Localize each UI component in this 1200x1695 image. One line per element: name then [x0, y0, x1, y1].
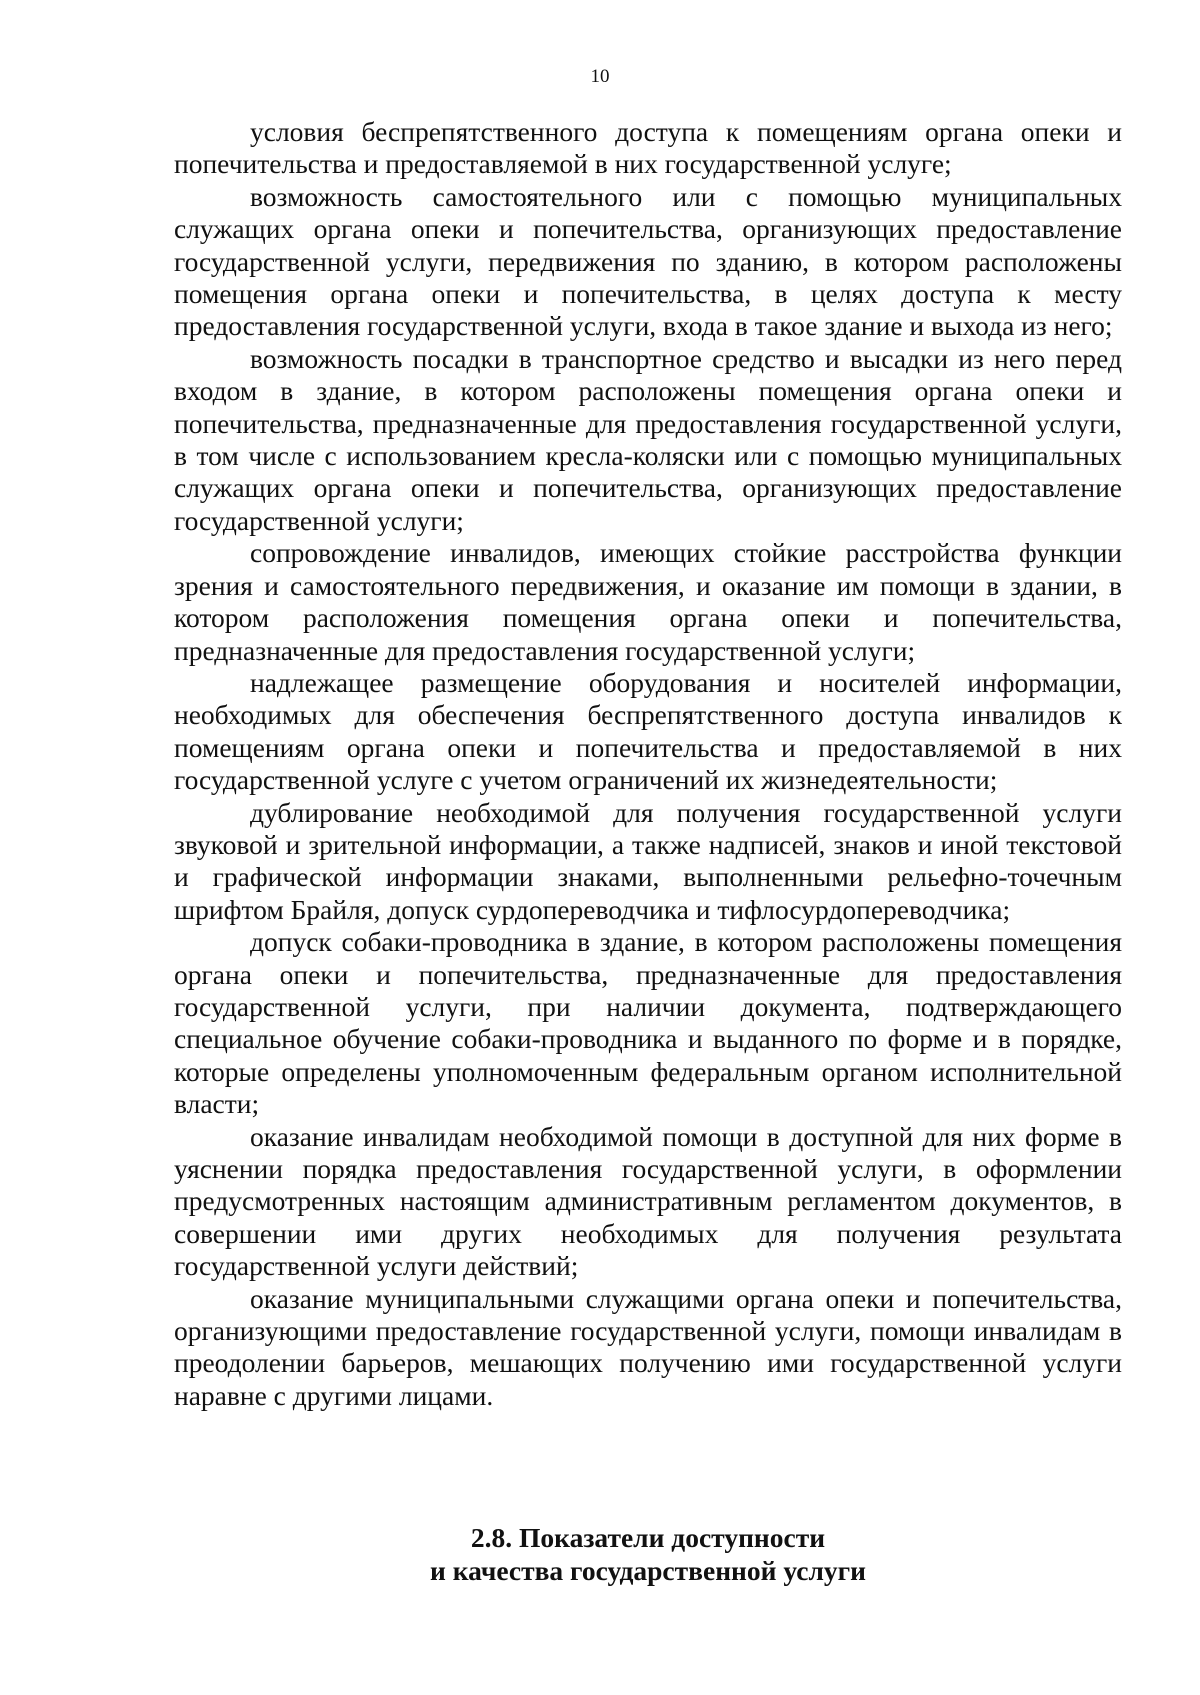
document-body: [174, 116, 1122, 1412]
paragraph-barrier-assistance: оказание муниципальными служащими органа опеки и попечительства, организующими предоставление государственной услуги, помощи инвалидам в преодолении барьеров, мешающих получению ими государственной услуги наравне с другими лицами.: [174, 1282, 1122, 1411]
paragraph-access-conditions: условия беспрепятственного доступа к помещениям органа опеки и попечительства и предоставляемой в них государственной услуге;: [174, 116, 1122, 180]
paragraph-guide-dog-admission: допуск собаки-проводника в здание, в котором расположены помещения органа опеки и попечительства, предназначенные для предоставления государственной услуги, при наличии документа, подтверждающего специальное обучение собаки-проводника и выданного по форме и в порядке, которые определены уполномоченным федеральным органом исполнительной власти;: [174, 926, 1122, 1120]
paragraph-vehicle-boarding: возможность посадки в транспортное средство и высадки из него перед входом в здание, в котором расположены помещения органа опеки и попечительства, предназначенные для предоставления государственной услуги, в том числе с использованием кресла-коляски или с помощью муниципальных служащих органа опеки и попечительства, организующих предоставление государственной услуги;: [174, 342, 1122, 536]
section-heading-line-2: и качества государственной услуги: [430, 1555, 866, 1586]
section-heading-line-1: 2.8. Показатели доступности: [470, 1522, 826, 1553]
paragraph-escort-of-disabled: сопровождение инвалидов, имеющих стойкие расстройства функции зрения и самостоятельного передвижения, и оказание им помощи в здании, в котором расположения помещения органа опеки и попечительства, предназначенные для предоставления государственной услуги;: [174, 537, 1122, 666]
page-number: 10: [590, 66, 610, 87]
paragraph-braille-duplication: дублирование необходимой для получения государственной услуги звуковой и зрительной информации, а также надписей, знаков и иной текстовой и графической информации знаками, выполненными рельефно-точечным шрифтом Брайля, допуск сурдопереводчика и тифлосурдопереводчика;: [174, 796, 1122, 925]
section-heading: [174, 1521, 1122, 1587]
paragraph-equipment-placement: надлежащее размещение оборудования и носителей информации, необходимых для обеспечения беспрепятственного доступа инвалидов к помещениям органа опеки и попечительства и предоставляемой в них государственной услуге с учетом ограничений их жизнедеятельности;: [174, 666, 1122, 796]
paragraph-movement-in-building: возможность самостоятельного или с помощью муниципальных служащих органа опеки и попечительства, организующих предоставление государственной услуги, передвижения по зданию, в котором расположены помещения органа опеки и попечительства, в целях доступа к месту предоставления государственной услуги, входа в такое здание и выхода из него;: [174, 180, 1122, 342]
paragraph-assistance-in-forms: оказание инвалидам необходимой помощи в доступной для них форме в уяснении порядка предоставления государственной услуги, в оформлении предусмотренных настоящим административным регламентом документов, в совершении ими других необходимых для получения результата государственной услуги действий;: [174, 1120, 1122, 1282]
